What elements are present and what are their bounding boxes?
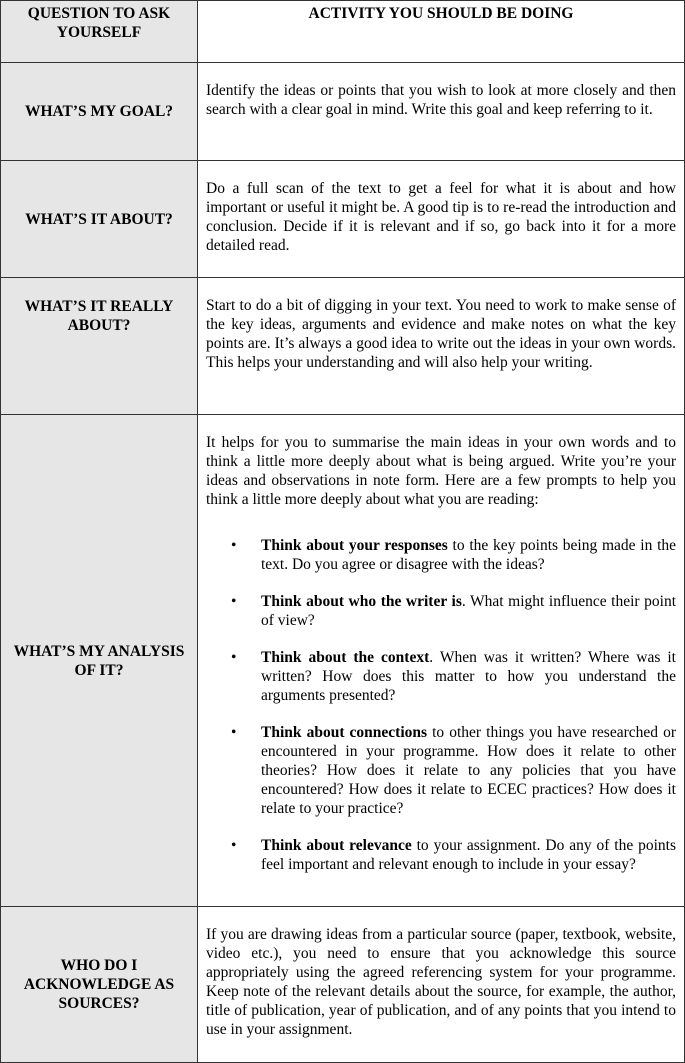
table-row bbox=[1, 415, 685, 907]
list-item bbox=[206, 836, 676, 874]
question-cell: WHAT’S MY GOAL? bbox=[1, 63, 198, 161]
bullet-bold-text: Think about who the writer is bbox=[261, 593, 462, 610]
header-question: QUESTION TO ASK YOURSELF bbox=[1, 1, 198, 63]
header-activity: ACTIVITY YOU SHOULD BE DOING bbox=[198, 1, 685, 63]
bullet-bold-text: Think about connections bbox=[261, 724, 428, 741]
table-row bbox=[1, 278, 685, 415]
table-row bbox=[1, 907, 685, 1063]
activity-cell bbox=[198, 907, 685, 1063]
bullet-bold-text: Think about your responses bbox=[261, 537, 448, 554]
activity-cell bbox=[198, 161, 685, 278]
question-cell: WHO DO I ACKNOWLEDGE AS SOURCES? bbox=[1, 907, 198, 1063]
list-item bbox=[206, 723, 676, 818]
activity-cell bbox=[198, 63, 685, 161]
header-row bbox=[1, 1, 685, 63]
list-item bbox=[206, 592, 676, 630]
bullet-text: . When was it written? Where was it written? How does this matter to how you understand the arguments presented? bbox=[261, 649, 676, 704]
bullet-text: to your assignment. Do any of the points feel important and relevant enough to include in your essay? bbox=[261, 837, 676, 873]
activity-text: It helps for you to summarise the main ideas in your own words and to think a little more deeply about what is being argued. Write you’re your ideas and observations in note form. Here are a few prompts to help you think a little more deeply about what you are reading: bbox=[206, 434, 676, 508]
activity-text: Start to do a bit of digging in your text. You need to work to make sense of the key ideas, arguments and evidence and make notes on what the key points are. It’s always a good idea to write out the ideas in your own words. This helps your understanding and will also help your writing. bbox=[206, 297, 676, 371]
bullet-icon: • bbox=[231, 593, 237, 610]
list-item bbox=[206, 648, 676, 705]
activity-text: Identify the ideas or points that you wish to look at more closely and then search with a clear goal in mind. Write this goal and keep referring to it. bbox=[206, 82, 676, 118]
activity-cell bbox=[198, 278, 685, 415]
activity-cell bbox=[198, 415, 685, 907]
prompt-list bbox=[206, 536, 676, 874]
bullet-text: to other things you have researched or encountered in your programme. How does it relate to other theories? How does it relate to any policies that you have encountered? How does it relate to ECEC practices? How does it relate to your practice? bbox=[261, 724, 676, 817]
bullet-text: . What might influence their point of view? bbox=[261, 593, 677, 629]
bullet-bold-text: Think about relevance bbox=[261, 837, 412, 854]
question-cell: WHAT’S IT REALLY ABOUT? bbox=[1, 278, 198, 415]
activity-text: If you are drawing ideas from a particular source (paper, textbook, website, video etc.), you need to ensure that you acknowledge this source appropriately using the agreed referencing system for your programme. Keep note of the relevant details about the source, for example, the author, title of publication, year of publication, and of any points that you intend to use in your assignment. bbox=[206, 926, 676, 1038]
bullet-icon: • bbox=[231, 724, 237, 741]
bullet-bold-text: Think about the context bbox=[261, 649, 430, 666]
question-cell: WHAT’S IT ABOUT? bbox=[1, 161, 198, 278]
activity-text: Do a full scan of the text to get a feel for what it is about and how important or useful it might be. A good tip is to re-read the introduction and conclusion. Decide if it is relevant and if so, go back into it for a more detailed read. bbox=[206, 180, 676, 254]
bullet-icon: • bbox=[231, 649, 237, 666]
table-row bbox=[1, 63, 685, 161]
question-cell: WHAT’S MY ANALYSIS OF IT? bbox=[1, 415, 198, 907]
table-row bbox=[1, 161, 685, 278]
list-item bbox=[206, 536, 676, 574]
bullet-text: to the key points being made in the text. Do you agree or disagree with the ideas? bbox=[261, 537, 677, 573]
bullet-icon: • bbox=[231, 837, 237, 854]
bullet-icon: • bbox=[231, 537, 237, 554]
